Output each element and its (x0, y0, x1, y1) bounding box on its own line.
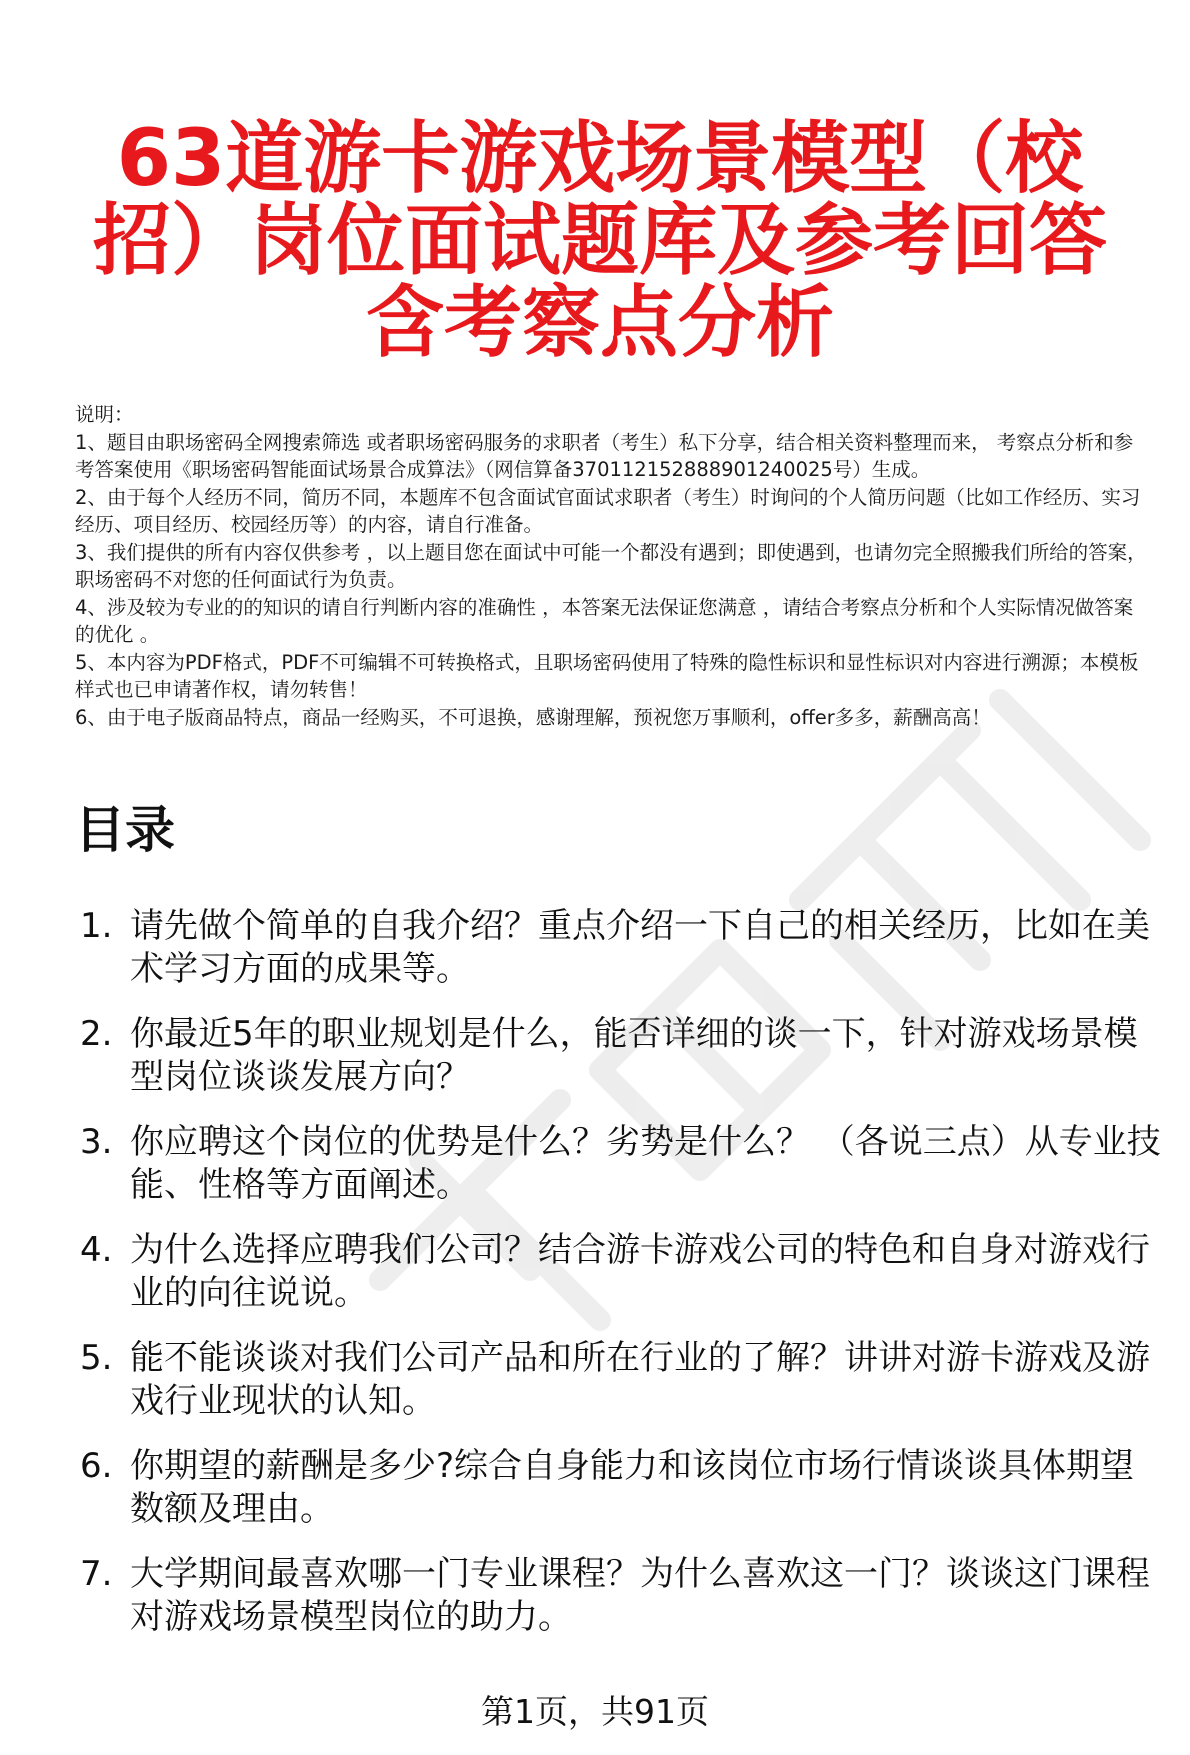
toc-item-number: 4. (80, 1230, 113, 1270)
toc-item[interactable] (75, 1229, 1165, 1315)
toc-item[interactable] (75, 1553, 1165, 1639)
toc-item-number: 2. (80, 1014, 113, 1054)
note-item: 5、本内容为PDF格式，PDF不可编辑不可转换格式，且职场密码使用了特殊的隐性标识和显性标识对内容进行溯源；本模板样式也已申请著作权，请勿转售！ (75, 650, 1139, 701)
toc-item-text: 你应聘这个岗位的优势是什么？劣势是什么？ （各说三点）从专业技能、性格等方面阐述。 (130, 1122, 1161, 1205)
toc-item[interactable] (75, 1337, 1165, 1423)
note-item: 1、题目由职场密码全网搜索筛选 或者职场密码服务的求职者（考生）私下分享，结合相关资料整理而来， 考察点分析和参考答案使用《职场密码智能面试场景合成算法》（网信算备370112152888901240025号）生成。 (75, 430, 1134, 481)
notes-section (75, 401, 1150, 731)
toc-item[interactable] (75, 1013, 1165, 1099)
toc-item-text: 大学期间最喜欢哪一门专业课程？为什么喜欢这一门？谈谈这门课程对游戏场景模型岗位的助力。 (130, 1554, 1150, 1637)
note-item: 4、涉及较为专业的的知识的请自行判断内容的准确性 ，本答案无法保证您满意 ，请结合考察点分析和个人实际情况做答案的优化 。 (75, 595, 1134, 646)
note-item: 6、由于电子版商品特点，商品一经购买，不可退换，感谢理解，预祝您万事顺利，offer多多，薪酬高高！ (75, 705, 991, 729)
toc-item[interactable] (75, 905, 1165, 991)
toc-item-number: 1. (80, 906, 113, 946)
notes-heading: 说明： (75, 403, 134, 426)
toc-item-number: 3. (80, 1122, 113, 1162)
toc-item[interactable] (75, 1121, 1165, 1207)
document-title: 63道游卡游戏场景模型（校招）岗位面试题库及参考回答含考察点分析 (92, 114, 1107, 368)
toc-item-text: 能不能谈谈对我们公司产品和所在行业的了解？讲讲对游卡游戏及游戏行业现状的认知。 (130, 1338, 1150, 1421)
toc-list (75, 905, 1165, 1661)
toc-item-number: 5. (80, 1338, 113, 1378)
note-item: 3、我们提供的所有内容仅供参考 ，以上题目您在面试中可能一个都没有遇到；即使遇到，也请勿完全照搬我们所给的答案，职场密码不对您的任何面试行为负责。 (75, 540, 1147, 591)
page-number: 第1页，共91页 (481, 1692, 709, 1731)
toc-item-number: 7. (80, 1554, 113, 1594)
toc-heading: 目录 (75, 801, 175, 859)
note-item: 2、由于每个人经历不同，简历不同，本题库不包含面试官面试求职者（考生）时询问的个人简历问题（比如工作经历、实习经历、项目经历、校园经历等）的内容，请自行准备。 (75, 485, 1141, 536)
toc-item-text: 为什么选择应聘我们公司？结合游卡游戏公司的特色和自身对游戏行业的向往说说。 (130, 1230, 1150, 1313)
toc-item[interactable] (75, 1445, 1165, 1531)
toc-item-text: 你期望的薪酬是多少?综合自身能力和该岗位市场行情谈谈具体期望数额及理由。 (130, 1446, 1135, 1529)
toc-item-text: 你最近5年的职业规划是什么，能否详细的谈一下，针对游戏场景模型岗位谈谈发展方向？ (130, 1014, 1138, 1097)
toc-item-number: 6. (80, 1446, 113, 1486)
toc-item-text: 请先做个简单的自我介绍？重点介绍一下自己的相关经历，比如在美术学习方面的成果等。 (130, 906, 1150, 989)
